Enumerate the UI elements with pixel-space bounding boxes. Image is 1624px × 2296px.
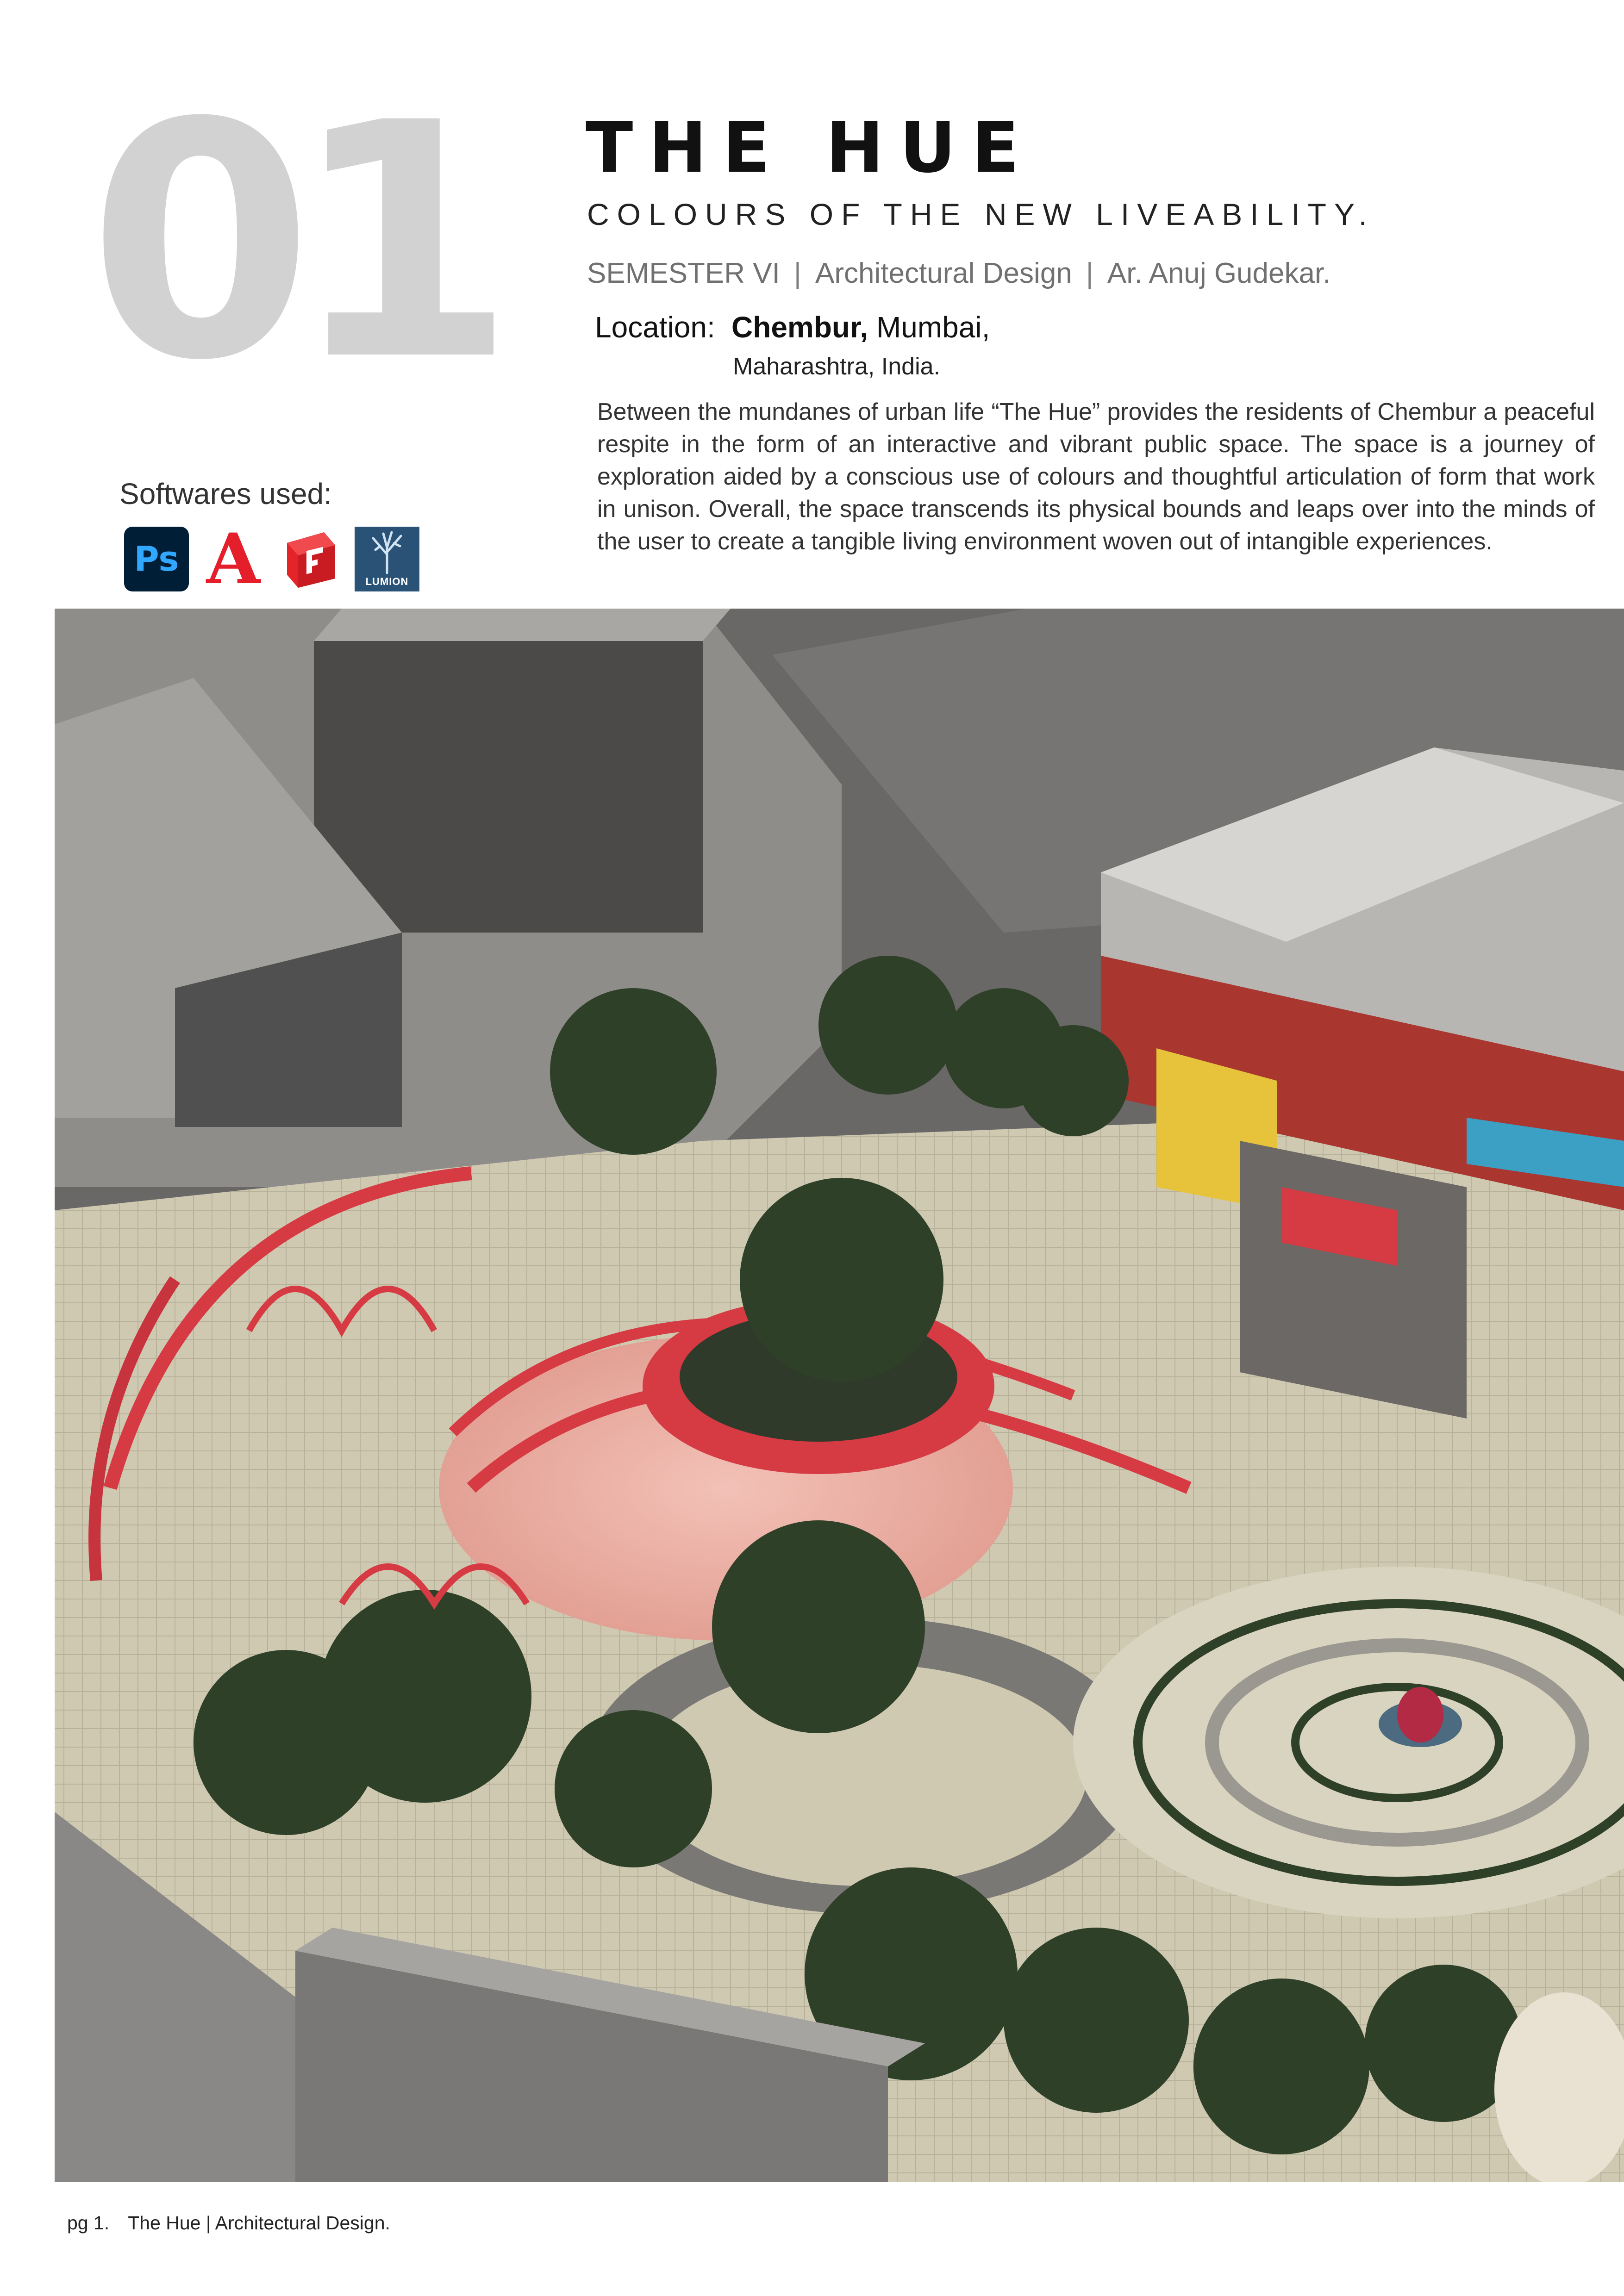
project-number: 01	[88, 54, 493, 431]
autocad-icon: A	[206, 518, 261, 600]
project-meta	[587, 257, 1330, 290]
software-label: Softwares used:	[119, 477, 332, 510]
page-number: pg 1.	[67, 2212, 110, 2234]
semester-label: SEMESTER VI	[587, 257, 780, 289]
project-title: THE HUE	[586, 108, 1035, 188]
sketchup-icon	[278, 527, 343, 591]
aerial-site-render	[55, 609, 1624, 2182]
course-label: Architectural Design	[815, 257, 1072, 289]
lumion-label: LUMION	[365, 576, 409, 587]
project-subtitle: COLOURS OF THE NEW LIVEABILITY.	[587, 197, 1375, 231]
location-state: Maharashtra, India.	[733, 353, 941, 380]
location-locality: Chembur,	[731, 311, 868, 344]
photoshop-icon: Ps	[124, 527, 189, 591]
lumion-icon	[355, 527, 419, 591]
project-description: Between the mundanes of urban life “The Hue” provides the residents of Chembur a peaceful respite in the form of an interactive and vibrant public space. The space is a journey of exploration aided by a conscious use of colours and thoughtful articulation of form that work in unison. Overall, the space transcends its physical bounds and leaps over into the minds of the user to create a tangible living environment woven out of intangible experiences.	[597, 398, 1595, 555]
location-label: Location:	[595, 311, 715, 344]
location-city-name: Mumbai,	[868, 311, 990, 344]
guide-label: Ar. Anuj Gudekar.	[1107, 257, 1331, 289]
footer-text: The Hue | Architectural Design.	[128, 2212, 390, 2234]
meta-separator: |	[1086, 257, 1093, 289]
page-footer	[67, 2212, 390, 2234]
location-city	[731, 310, 990, 344]
software-icons	[124, 518, 419, 600]
meta-separator: |	[793, 257, 801, 289]
